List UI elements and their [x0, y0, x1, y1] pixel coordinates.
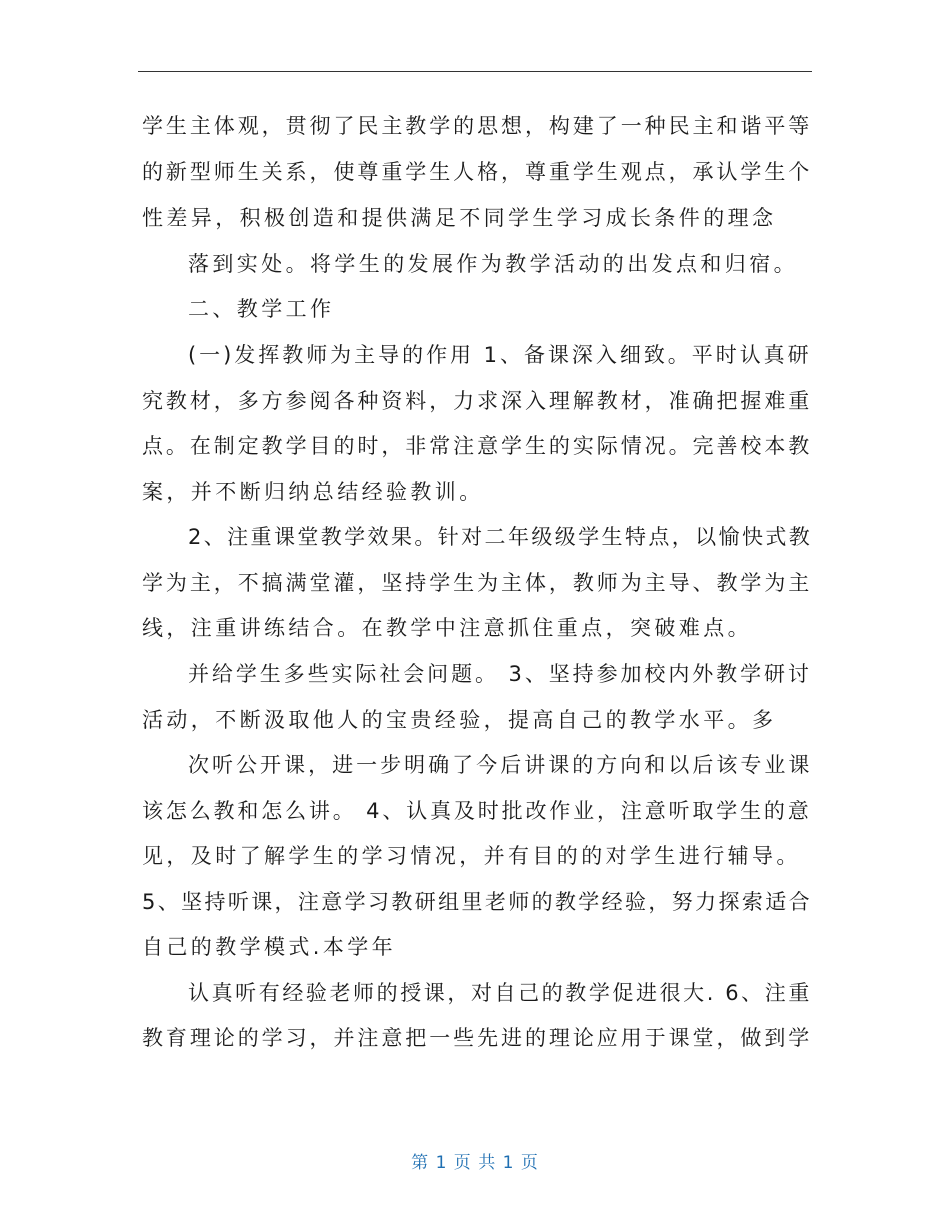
- text-line: 2、注重课堂教学效果。针对二年级级学生特点，以愉快式教: [188, 525, 813, 549]
- text-line: 见，及时了解学生的学习情况，并有目的的对学生进行辅导。: [142, 844, 801, 868]
- text-line: 案，并不断归纳总结经验教训。: [142, 480, 484, 504]
- text-line: 的新型师生关系，使尊重学生人格，尊重学生观点，承认学生个: [142, 160, 813, 184]
- text-line: 5、坚持听课，注意学习教研组里老师的教学经验，努力探索适合: [142, 890, 812, 914]
- text-line: 点。在制定教学目的时，非常注意学生的实际情况。完善校本教: [142, 434, 813, 458]
- text-line: 自己的教学模式.本学年: [142, 935, 397, 959]
- text-line: 性差异，积极创造和提供满足不同学生学习成长条件的理念: [142, 206, 777, 230]
- header-rule: [138, 71, 812, 72]
- text-line: 线，注重讲练结合。在教学中注意抓住重点，突破难点。: [142, 616, 752, 640]
- page-number-label: 第 1 页 共 1 页: [411, 1153, 539, 1173]
- page-footer: [0, 1152, 950, 1174]
- section-heading: 二、教学工作: [188, 297, 335, 321]
- text-line: 落到实处。将学生的发展作为教学活动的出发点和归宿。: [188, 252, 798, 276]
- text-line: 学生主体观，贯彻了民主教学的思想，构建了一种民主和谐平等: [142, 114, 813, 138]
- text-line: 该怎么教和怎么讲。 4、认真及时批改作业，注意听取学生的意: [142, 799, 812, 823]
- text-line: 次听公开课，进一步明确了今后讲课的方向和以后该专业课: [188, 753, 813, 777]
- text-line: 学为主，不搞满堂灌，坚持学生为主体，教师为主导、教学为主: [142, 571, 813, 595]
- text-line: 教育理论的学习，并注意把一些先进的理论应用于课堂，做到学: [142, 1026, 813, 1050]
- text-line: 究教材，多方参阅各种资料，力求深入理解教材，准确把握难重: [142, 389, 813, 413]
- text-line: (一)发挥教师为主导的作用 1、备课深入细致。平时认真研: [188, 343, 812, 367]
- text-line: 认真听有经验老师的授课，对自己的教学促进很大. 6、注重: [188, 981, 812, 1005]
- text-line: 并给学生多些实际社会问题。 3、坚持参加校内外教学研讨: [188, 662, 812, 686]
- text-line: 活动，不断汲取他人的宝贵经验，提高自己的教学水平。多: [142, 708, 777, 732]
